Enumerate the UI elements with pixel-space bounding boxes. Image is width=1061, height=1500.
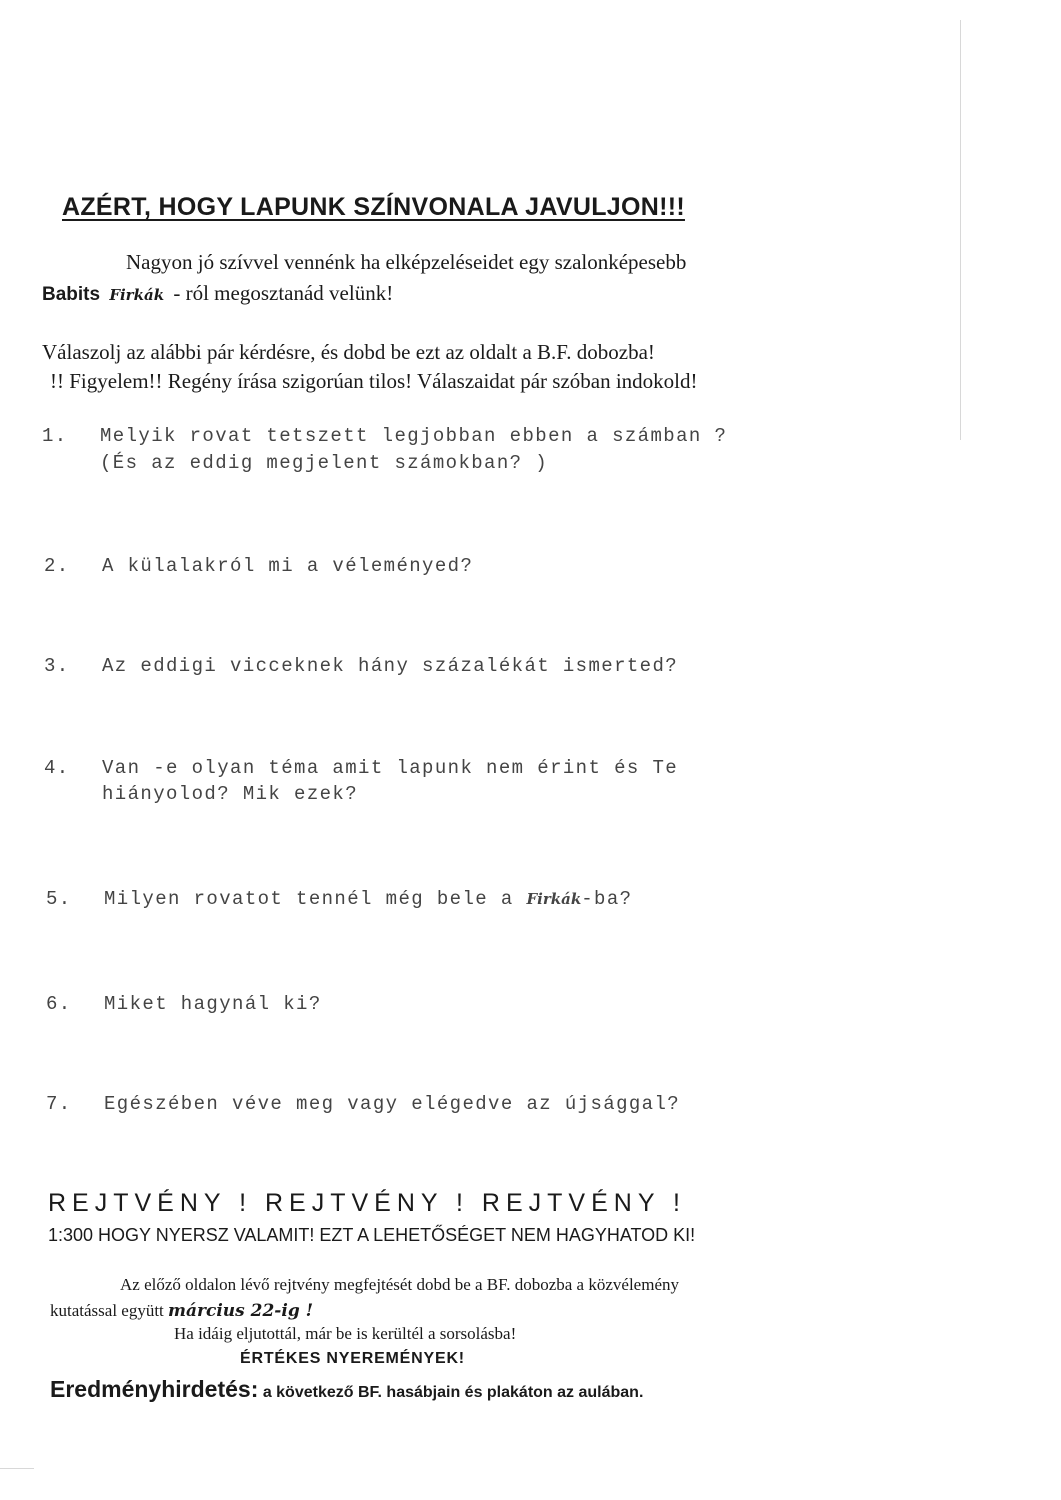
question-number: 5.	[46, 888, 72, 910]
question-number: 1.	[42, 425, 68, 447]
intro-line-2	[42, 281, 393, 306]
intro-line-2-text: - ról megosztanád velünk!	[173, 281, 394, 305]
question-text: Melyik rovat tetszett legjobban ebben a számban ?	[100, 425, 728, 447]
puzzle-info-text: kutatással együtt	[50, 1301, 164, 1320]
prizes-heading: ÉRTÉKES NYEREMÉNYEK!	[240, 1350, 465, 1367]
question-text: Milyen rovatot tennél még bele a	[104, 888, 514, 910]
question-number: 3.	[44, 655, 70, 677]
question-5	[46, 888, 632, 910]
results-announcement	[50, 1376, 643, 1403]
question-number: 7.	[46, 1093, 72, 1115]
question-text: Van -e olyan téma amit lapunk nem érint és Te	[102, 757, 679, 779]
question-7	[46, 1093, 680, 1115]
question-text-end: -ba?	[581, 888, 633, 910]
firkak-logo: Firkák	[526, 890, 582, 908]
puzzle-info-line-2	[50, 1301, 313, 1321]
question-number: 6.	[46, 993, 72, 1015]
question-1	[42, 425, 727, 474]
question-subtext: hiányolod? Mik ezek?	[102, 783, 359, 805]
question-6	[46, 993, 322, 1015]
question-text: Az eddigi vicceknek hány százalékát ismerted?	[102, 655, 679, 677]
puzzle-headline: REJTVÉNY ! REJTVÉNY ! REJTVÉNY !	[48, 1189, 686, 1217]
instructions-line-1: Válaszolj az alábbi pár kérdésre, és dobd be ezt az oldalt a B.F. dobozba!	[42, 340, 655, 364]
question-subtext: (És az eddig megjelent számokban? )	[100, 452, 549, 474]
puzzle-info-line-1: Az előző oldalon lévő rejtvény megfejtését dobd be a BF. dobozba a közvélemény	[120, 1275, 679, 1294]
puzzle-info-line-3: Ha idáig eljutottál, már be is kerültél a sorsolásba!	[174, 1324, 517, 1343]
results-label: Eredményhirdetés:	[50, 1376, 259, 1402]
brand-name: Babits	[42, 284, 101, 305]
question-number: 4.	[44, 757, 70, 779]
intro-line-1: Nagyon jó szívvel vennénk ha elképzeléseidet egy szalonképesebb	[126, 250, 687, 274]
question-3	[44, 655, 678, 677]
puzzle-subline: 1:300 HOGY NYERSZ VALAMIT! EZT A LEHETŐSÉGET NEM HAGYHATOD KI!	[48, 1225, 696, 1245]
question-2	[44, 555, 473, 577]
handwritten-deadline: március 22-ig !	[168, 1301, 314, 1321]
question-text: Egészében véve meg vagy elégedve az újsággal?	[104, 1093, 681, 1115]
question-4	[44, 757, 678, 805]
results-text: a következő BF. hasábjain és plakáton az aulában.	[262, 1384, 644, 1401]
instructions-line-2: !! Figyelem!! Regény írása szigorúan tilos! Válaszaidat pár szóban indokold!	[50, 369, 698, 393]
question-number: 2.	[44, 555, 70, 577]
question-text: Miket hagynál ki?	[104, 993, 322, 1015]
page-title: AZÉRT, HOGY LAPUNK SZÍNVONALA JAVULJON!!!	[62, 193, 685, 221]
scan-edge-mark	[0, 1468, 34, 1469]
firkak-logo: Firkák	[109, 286, 165, 304]
scan-edge-mark	[960, 20, 961, 440]
question-text: A külalakról mi a véleményed?	[102, 555, 474, 577]
